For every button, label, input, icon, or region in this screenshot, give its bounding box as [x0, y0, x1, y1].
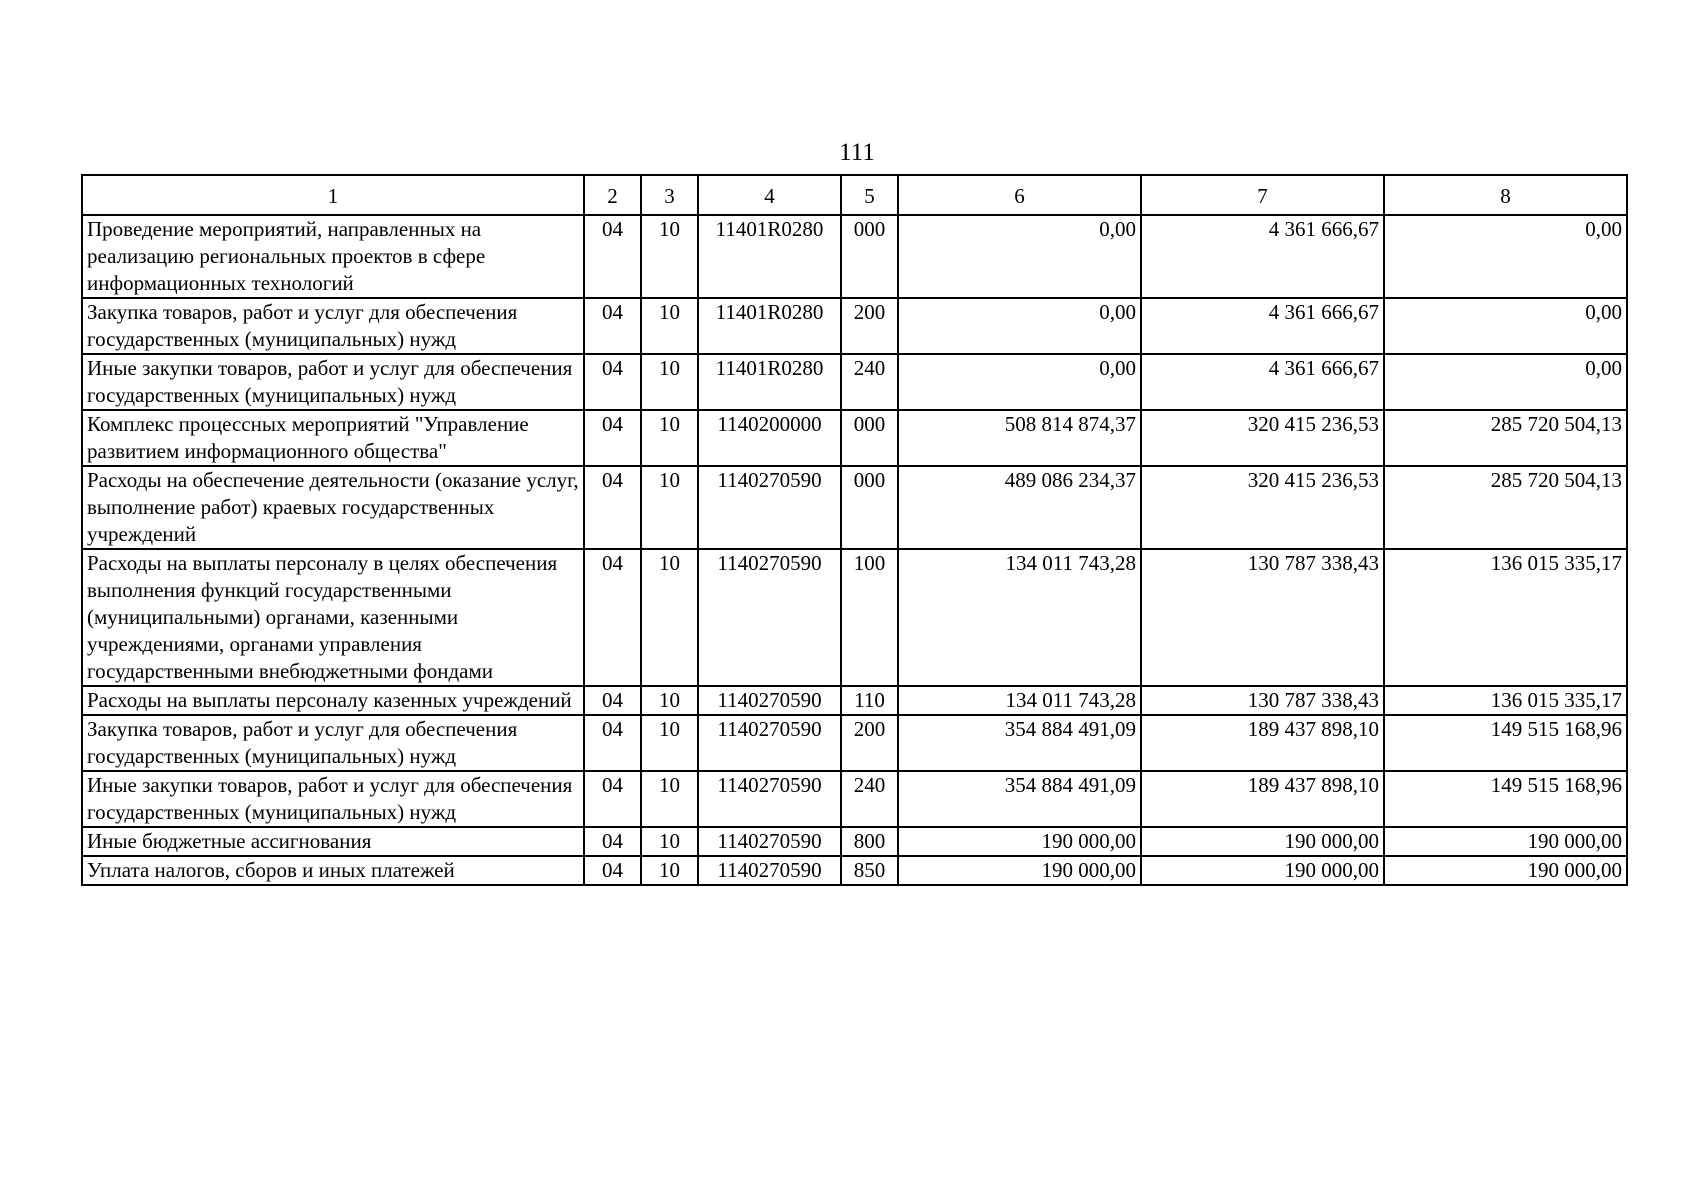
subsection-code: 10 [641, 715, 698, 771]
section-code: 04 [584, 298, 641, 354]
expense-type-code: 000 [841, 466, 898, 549]
amount-col-8: 0,00 [1384, 298, 1627, 354]
table-row [82, 856, 1627, 885]
target-article-code: 1140270590 [698, 549, 841, 686]
amount-col-8: 136 015 335,17 [1384, 686, 1627, 715]
target-article-code: 1140270590 [698, 856, 841, 885]
amount-col-7: 320 415 236,53 [1141, 466, 1384, 549]
amount-col-6: 190 000,00 [898, 856, 1141, 885]
table-header [82, 175, 1627, 215]
table-row [82, 715, 1627, 771]
section-code: 04 [584, 827, 641, 856]
expense-name: Иные бюджетные ассигнования [82, 827, 584, 856]
amount-col-7: 190 000,00 [1141, 856, 1384, 885]
amount-col-7: 4 361 666,67 [1141, 298, 1384, 354]
budget-table [81, 174, 1628, 886]
header-row [82, 175, 1627, 215]
table-row [82, 466, 1627, 549]
section-code: 04 [584, 771, 641, 827]
target-article-code: 11401R0280 [698, 298, 841, 354]
subsection-code: 10 [641, 856, 698, 885]
section-code: 04 [584, 715, 641, 771]
amount-col-7: 189 437 898,10 [1141, 771, 1384, 827]
section-code: 04 [584, 410, 641, 466]
expense-name: Уплата налогов, сборов и иных платежей [82, 856, 584, 885]
expense-type-code: 100 [841, 549, 898, 686]
amount-col-8: 149 515 168,96 [1384, 715, 1627, 771]
column-header-3: 3 [641, 175, 698, 215]
target-article-code: 11401R0280 [698, 215, 841, 298]
amount-col-6: 354 884 491,09 [898, 715, 1141, 771]
expense-type-code: 200 [841, 715, 898, 771]
expense-type-code: 000 [841, 410, 898, 466]
amount-col-7: 4 361 666,67 [1141, 354, 1384, 410]
target-article-code: 11401R0280 [698, 354, 841, 410]
subsection-code: 10 [641, 298, 698, 354]
expense-type-code: 110 [841, 686, 898, 715]
expense-name: Иные закупки товаров, работ и услуг для обеспечения государственных (муниципальных) нужд [82, 354, 584, 410]
amount-col-6: 0,00 [898, 215, 1141, 298]
amount-col-7: 190 000,00 [1141, 827, 1384, 856]
column-header-8: 8 [1384, 175, 1627, 215]
amount-col-6: 508 814 874,37 [898, 410, 1141, 466]
table-row [82, 771, 1627, 827]
subsection-code: 10 [641, 549, 698, 686]
section-code: 04 [584, 686, 641, 715]
amount-col-7: 4 361 666,67 [1141, 215, 1384, 298]
amount-col-6: 0,00 [898, 298, 1141, 354]
expense-name: Расходы на обеспечение деятельности (оказание услуг, выполнение работ) краевых государственных учреждений [82, 466, 584, 549]
amount-col-8: 149 515 168,96 [1384, 771, 1627, 827]
expense-type-code: 200 [841, 298, 898, 354]
expense-name: Комплекс процессных мероприятий "Управление развитием информационного общества" [82, 410, 584, 466]
amount-col-8: 0,00 [1384, 354, 1627, 410]
amount-col-7: 130 787 338,43 [1141, 686, 1384, 715]
subsection-code: 10 [641, 466, 698, 549]
expense-name: Закупка товаров, работ и услуг для обеспечения государственных (муниципальных) нужд [82, 715, 584, 771]
table-row [82, 298, 1627, 354]
column-header-1: 1 [82, 175, 584, 215]
amount-col-6: 0,00 [898, 354, 1141, 410]
amount-col-7: 189 437 898,10 [1141, 715, 1384, 771]
column-header-2: 2 [584, 175, 641, 215]
amount-col-6: 134 011 743,28 [898, 686, 1141, 715]
column-header-5: 5 [841, 175, 898, 215]
target-article-code: 1140270590 [698, 686, 841, 715]
subsection-code: 10 [641, 354, 698, 410]
section-code: 04 [584, 549, 641, 686]
table-row [82, 549, 1627, 686]
expense-type-code: 800 [841, 827, 898, 856]
expense-type-code: 240 [841, 354, 898, 410]
amount-col-6: 354 884 491,09 [898, 771, 1141, 827]
amount-col-7: 130 787 338,43 [1141, 549, 1384, 686]
column-header-6: 6 [898, 175, 1141, 215]
table-row [82, 410, 1627, 466]
target-article-code: 1140270590 [698, 466, 841, 549]
section-code: 04 [584, 856, 641, 885]
section-code: 04 [584, 466, 641, 549]
expense-name: Закупка товаров, работ и услуг для обеспечения государственных (муниципальных) нужд [82, 298, 584, 354]
target-article-code: 1140200000 [698, 410, 841, 466]
expense-name: Расходы на выплаты персоналу в целях обеспечения выполнения функций государственными (муниципальными) органами, казенными учреждениями, органами управления государственными внебюджетными фондами [82, 549, 584, 686]
table-row [82, 354, 1627, 410]
expense-type-code: 240 [841, 771, 898, 827]
target-article-code: 1140270590 [698, 771, 841, 827]
expense-name: Иные закупки товаров, работ и услуг для обеспечения государственных (муниципальных) нужд [82, 771, 584, 827]
amount-col-8: 136 015 335,17 [1384, 549, 1627, 686]
section-code: 04 [584, 215, 641, 298]
expense-type-code: 850 [841, 856, 898, 885]
amount-col-8: 285 720 504,13 [1384, 466, 1627, 549]
amount-col-6: 134 011 743,28 [898, 549, 1141, 686]
expense-name: Расходы на выплаты персоналу казенных учреждений [82, 686, 584, 715]
amount-col-7: 320 415 236,53 [1141, 410, 1384, 466]
amount-col-8: 285 720 504,13 [1384, 410, 1627, 466]
subsection-code: 10 [641, 215, 698, 298]
table-row [82, 827, 1627, 856]
page-number: 111 [839, 139, 875, 166]
subsection-code: 10 [641, 410, 698, 466]
amount-col-8: 190 000,00 [1384, 827, 1627, 856]
table-row [82, 215, 1627, 298]
table-body [82, 215, 1627, 885]
target-article-code: 1140270590 [698, 827, 841, 856]
amount-col-6: 190 000,00 [898, 827, 1141, 856]
subsection-code: 10 [641, 771, 698, 827]
target-article-code: 1140270590 [698, 715, 841, 771]
section-code: 04 [584, 354, 641, 410]
amount-col-8: 190 000,00 [1384, 856, 1627, 885]
column-header-7: 7 [1141, 175, 1384, 215]
column-header-4: 4 [698, 175, 841, 215]
amount-col-8: 0,00 [1384, 215, 1627, 298]
subsection-code: 10 [641, 827, 698, 856]
expense-name: Проведение мероприятий, направленных на реализацию региональных проектов в сфере информационных технологий [82, 215, 584, 298]
amount-col-6: 489 086 234,37 [898, 466, 1141, 549]
expense-type-code: 000 [841, 215, 898, 298]
subsection-code: 10 [641, 686, 698, 715]
table-row [82, 686, 1627, 715]
